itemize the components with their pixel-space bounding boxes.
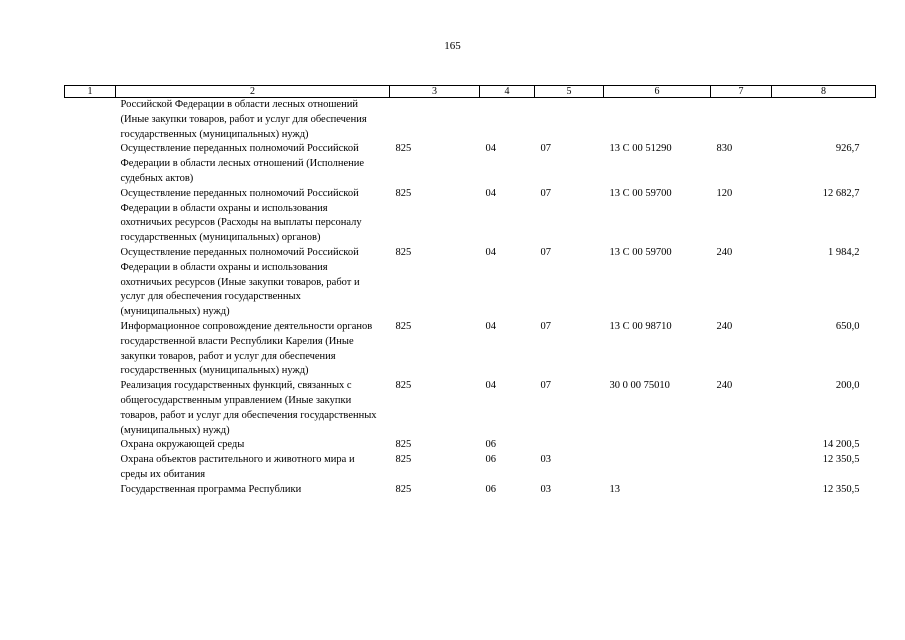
subsection-code <box>535 98 604 143</box>
column-header-3: 3 <box>390 86 480 98</box>
target-article-code: 13 С 00 51290 <box>609 143 672 155</box>
amount: 650,0 <box>835 320 860 332</box>
grbs-code: 825 <box>395 483 412 495</box>
subsection-code: 07 <box>540 246 551 258</box>
table-row <box>65 187 876 246</box>
expense-type-code: 240 <box>716 246 733 258</box>
section-code: 06 <box>485 454 496 466</box>
subsection-code: 03 <box>540 454 551 466</box>
target-article-code: 13 С 00 98710 <box>609 320 672 332</box>
column-header-4: 4 <box>480 86 535 98</box>
target-article-code <box>604 453 711 483</box>
subsection-code: 07 <box>540 380 551 392</box>
target-article-code: 13 <box>609 483 620 495</box>
expense-name: Охрана объектов растительного и животного мира и среды их обитания <box>120 454 355 480</box>
expense-type-code: 830 <box>716 143 733 155</box>
amount: 12 350,5 <box>822 454 860 466</box>
expense-type-code <box>711 98 772 143</box>
budget-table <box>64 85 876 498</box>
expense-type-code: 240 <box>716 380 733 392</box>
table-row <box>65 320 876 379</box>
target-article-code: 13 С 00 59700 <box>609 187 672 199</box>
expense-type-code <box>711 483 772 498</box>
expense-type-code <box>711 438 772 453</box>
expense-type-code: 240 <box>716 320 733 332</box>
column-number-row <box>65 86 876 98</box>
section-code: 06 <box>485 483 496 495</box>
target-article-code <box>604 98 711 143</box>
grbs-code: 825 <box>395 320 412 332</box>
table-row <box>65 438 876 453</box>
section-code: 04 <box>485 320 496 332</box>
section-code: 04 <box>485 143 496 155</box>
target-article-code <box>604 438 711 453</box>
expense-type-code: 120 <box>716 187 733 199</box>
expense-name: Информационное сопровождение деятельности органов государственной власти Республики Карелия (Иные закупки товаров, работ и услуг для обеспечения государственных (муниципальных) нужд) <box>120 320 373 377</box>
expense-name: Осуществление переданных полномочий Российской Федерации в области охраны и использования охотничьих ресурсов (Расходы на выплаты персоналу государственных (муниципальных) органов) <box>120 187 362 244</box>
table-row <box>65 379 876 438</box>
grbs-code: 825 <box>395 246 412 258</box>
table-row <box>65 98 876 143</box>
column-header-5: 5 <box>535 86 604 98</box>
subsection-code <box>535 438 604 453</box>
column-header-2: 2 <box>116 86 390 98</box>
table-row <box>65 246 876 320</box>
subsection-code: 07 <box>540 187 551 199</box>
subsection-code: 03 <box>540 483 551 495</box>
column-header-8: 8 <box>772 86 876 98</box>
grbs-code: 825 <box>395 380 412 392</box>
subsection-code: 07 <box>540 143 551 155</box>
expense-name: Государственная программа Республики <box>120 483 302 495</box>
expense-name: Осуществление переданных полномочий Российской Федерации в области лесных отношений (Исполнение судебных актов) <box>120 143 365 184</box>
subsection-code: 07 <box>540 320 551 332</box>
amount: 1 984,2 <box>828 246 860 258</box>
section-code: 04 <box>485 380 496 392</box>
column-header-6: 6 <box>604 86 711 98</box>
section-code: 06 <box>485 439 496 451</box>
section-code <box>480 98 535 143</box>
amount: 12 682,7 <box>822 187 860 199</box>
amount <box>772 98 876 143</box>
column-header-7: 7 <box>711 86 772 98</box>
amount: 14 200,5 <box>822 439 860 451</box>
table-row <box>65 142 876 186</box>
target-article-code: 13 С 00 59700 <box>609 246 672 258</box>
expense-name: Осуществление переданных полномочий Российской Федерации в области охраны и использования охотничьих ресурсов (Иные закупки товаров, работ и услуг для обеспечения государственных (муниципальных) нужд) <box>120 246 360 318</box>
grbs-code: 825 <box>395 143 412 155</box>
amount: 200,0 <box>835 380 860 392</box>
section-code: 04 <box>485 187 496 199</box>
column-header-1: 1 <box>65 86 116 98</box>
expense-type-code <box>711 453 772 483</box>
grbs-code <box>390 98 480 143</box>
grbs-code: 825 <box>395 187 412 199</box>
section-code: 04 <box>485 246 496 258</box>
expense-name: Российской Федерации в области лесных отношений (Иные закупки товаров, работ и услуг для обеспечения государственных (муниципальных) нужд) <box>120 99 367 140</box>
table-row <box>65 453 876 483</box>
page-number: 165 <box>444 40 461 52</box>
amount: 926,7 <box>835 143 860 155</box>
amount: 12 350,5 <box>822 483 860 495</box>
grbs-code: 825 <box>395 439 412 451</box>
grbs-code: 825 <box>395 454 412 466</box>
table-row <box>65 483 876 498</box>
expense-name: Реализация государственных функций, связанных с общегосударственным управлением (Иные закупки товаров, работ и услуг для обеспечения государственных (муниципальных) нужд) <box>120 380 377 436</box>
target-article-code: 30 0 00 75010 <box>609 380 670 392</box>
expense-name: Охрана окружающей среды <box>120 439 245 451</box>
